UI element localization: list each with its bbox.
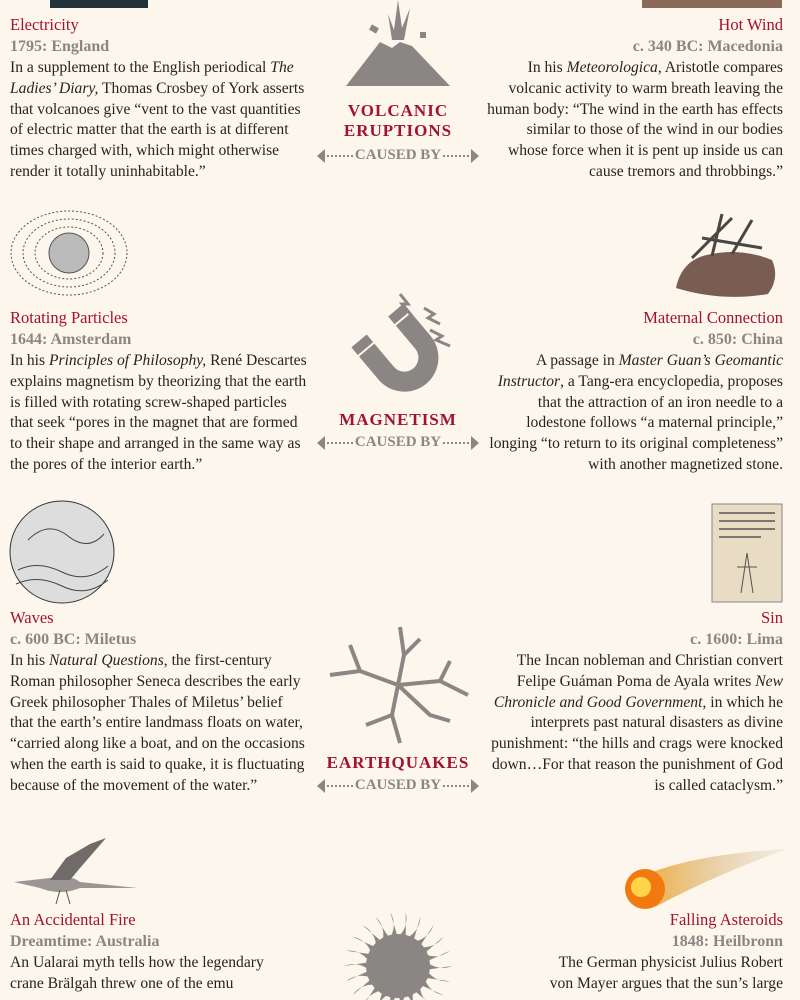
body-text: , the first-century Roman philosopher Seneca describes the early Greek philosopher Thales of Miletus’ belief that the earth’s entire landmass floats on water, “carried along like a boat, and on the occasions when the earth is said to quake, it is fluctuating because of the movement of the water.” — [10, 652, 305, 794]
entry-sin — [485, 607, 783, 797]
entry-body — [485, 351, 783, 476]
waves-illustration — [8, 500, 116, 605]
caused-by-connector — [300, 147, 496, 164]
dotted-line — [327, 155, 353, 157]
hot-wind-illustration — [642, 0, 782, 8]
dotted-line — [327, 442, 353, 444]
entry-date: 1795: England — [10, 38, 110, 55]
entry-body — [485, 58, 783, 183]
asteroid-illustration — [615, 845, 790, 913]
entry-title: Sin — [760, 608, 783, 627]
arrow-right-icon — [471, 436, 479, 450]
body-text: , Aristotle compares volcanic activity to warm breath leaving the human body: “The wind in the earth has effects similar to those of the wind in our bodies whose force when it is pent up inside us can cause tremors and throbbings.” — [487, 59, 783, 180]
entry-body — [485, 651, 783, 797]
topic-label: VOLCANIC ERUPTIONS — [343, 101, 453, 140]
entry-title: Waves — [10, 608, 54, 627]
italic-title-text: Meteorologica — [566, 59, 658, 76]
entry-date: c. 600 BC: Miletus — [10, 631, 137, 648]
entry-date: c. 1600: Lima — [690, 631, 783, 648]
earthquake-crack-icon — [300, 625, 496, 745]
volcano-icon — [300, 0, 496, 92]
topic-volcanic-eruptions — [300, 0, 496, 164]
entry-body — [10, 351, 308, 476]
italic-title-text: Principles of Philosophy, — [48, 352, 207, 369]
dotted-line — [327, 785, 353, 787]
body-text: In his — [10, 652, 49, 669]
body-text: in which he interprets past natural disasters as divine punishment: “the hills and crags were knocked down…For that reason the punishment of God is called cataclysm.” — [491, 693, 783, 794]
maternal-connection-illustration — [672, 208, 780, 300]
entry-title: Maternal Connection — [643, 308, 783, 327]
arrow-left-icon — [317, 436, 325, 450]
body-text: , a Tang-era encyclopedia, proposes that the attraction of an iron needle to a lodestone follows “a maternal principle,” longing “to return to its original completeness” with another magnetized stone. — [489, 372, 783, 473]
body-text: In his — [10, 352, 49, 369]
arrow-right-icon — [471, 149, 479, 163]
entry-title: Electricity — [10, 15, 79, 34]
entry-waves — [10, 607, 308, 797]
topic-magnetism — [300, 290, 496, 451]
body-text: Thomas Crosbey of York asserts that volcanoes give “vent to the vast quantities of electric matter that the earth is at different times charged with, which might otherwise render it totally uninhabitable.” — [10, 79, 305, 180]
body-text: In a supplement to the English periodical — [10, 59, 271, 76]
entry-date: 1644: Amsterdam — [10, 331, 132, 348]
body-text: The Incan nobleman and Christian convert Felipe Guáman Poma de Ayala writes — [516, 652, 783, 690]
body-text: René Descartes explains magnetism by theorizing that the earth is filled with rotating screw-shaped particles that seek “pores in the magnet that are formed to their shape and arranged in the same way as the pores of the interior earth.” — [10, 352, 307, 473]
body-text: An Ualarai myth tells how the legendary crane Brälgah threw one of the emu — [10, 954, 264, 992]
italic-title-text: The Ladies’ Diary, — [10, 59, 294, 97]
body-text: A passage in — [535, 352, 619, 369]
entry-body — [10, 953, 265, 995]
caused-by-connector — [300, 434, 496, 451]
crane-illustration — [10, 838, 142, 906]
caused-by-label: CAUSED BY — [354, 147, 442, 163]
italic-title-text: Natural Questions — [48, 652, 164, 669]
electricity-illustration — [50, 0, 148, 8]
italic-title-text: Master Guan’s Geomantic Instructor — [497, 352, 783, 390]
rotating-particles-illustration — [8, 205, 130, 300]
entry-electricity — [10, 14, 308, 183]
entry-title: An Accidental Fire — [10, 910, 136, 929]
entry-rotating-particles — [10, 307, 308, 476]
entry-title: Rotating Particles — [10, 308, 128, 327]
topic-earthquakes — [300, 625, 496, 794]
italic-title-text: New Chronicle and Good Government, — [493, 672, 783, 711]
arrow-left-icon — [317, 149, 325, 163]
entry-date: c. 850: China — [692, 331, 783, 348]
entry-maternal-connection — [485, 307, 783, 476]
entry-date: 1848: Heilbronn — [671, 933, 783, 950]
caused-by-label: CAUSED BY — [354, 777, 442, 793]
dotted-line — [443, 155, 469, 157]
entry-falling-asteroids — [485, 909, 783, 995]
arrow-left-icon — [317, 779, 325, 793]
dotted-line — [443, 785, 469, 787]
entry-hot-wind — [485, 14, 783, 183]
entry-title: Falling Asteroids — [669, 910, 783, 929]
topic-label: MAGNETISM — [339, 410, 457, 429]
caused-by-label: CAUSED BY — [354, 434, 442, 450]
body-text: The German physicist Julius Robert von Mayer argues that the sun’s large — [549, 954, 783, 992]
topic-sun — [300, 908, 496, 1000]
entry-date: c. 340 BC: Macedonia — [632, 38, 783, 55]
entry-accidental-fire — [10, 909, 308, 995]
topic-label: EARTHQUAKES — [326, 753, 470, 772]
arrow-right-icon — [471, 779, 479, 793]
entry-body — [540, 953, 783, 995]
body-text: In his — [527, 59, 567, 76]
sin-manuscript-illustration — [711, 503, 783, 603]
magnet-icon — [300, 290, 496, 398]
sun-icon — [300, 908, 496, 1000]
entry-date: Dreamtime: Australia — [10, 933, 160, 950]
dotted-line — [443, 442, 469, 444]
entry-title: Hot Wind — [718, 15, 783, 34]
caused-by-connector — [300, 777, 496, 794]
entry-body — [10, 651, 308, 797]
entry-body — [10, 58, 308, 183]
